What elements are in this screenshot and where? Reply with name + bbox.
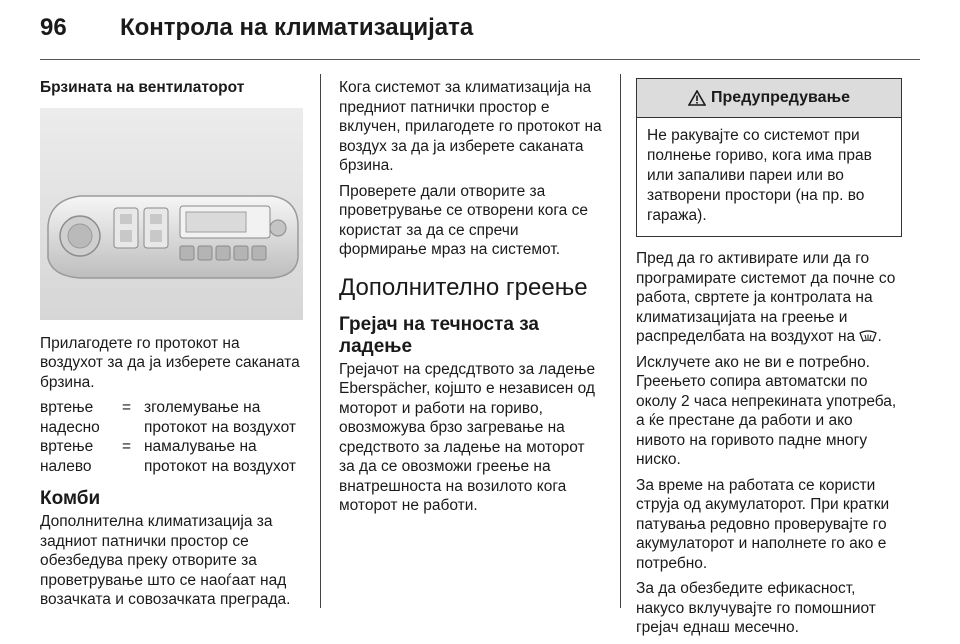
warning-title: Предупредување <box>711 89 850 107</box>
column-divider-1 <box>320 74 321 608</box>
column-3 <box>636 78 902 644</box>
fan-speed-paragraph: Прилагодете го протокот на воздухот за да ја изберете саканата брзина. <box>40 334 300 391</box>
additional-heating-heading: Дополнително греење <box>339 273 588 301</box>
page-header <box>40 14 920 48</box>
warning-triangle-icon <box>688 90 706 106</box>
page-number: 96 <box>40 14 67 41</box>
control-panel-illustration <box>40 108 303 320</box>
definition-row <box>40 437 305 476</box>
activation-paragraph <box>636 249 902 347</box>
battery-paragraph: За време на работата се користи струја од акумулаторот. При кратки патувања редовно проверувајте го акумулаторот и наполнете го ако е потребно. <box>636 476 890 572</box>
windscreen-defrost-icon <box>859 329 877 345</box>
coolant-heater-heading: Грејач на течноста за ладење <box>339 313 539 357</box>
kombi-heading: Комби <box>40 488 101 509</box>
fan-speed-subheading: Брзината на вентилаторот <box>40 79 245 96</box>
definition-equals: = <box>122 399 132 416</box>
definition-description: намалување на протокот на воздухот <box>144 438 296 475</box>
coolant-heater-paragraph: Грејачот на средсдтвото за ладење Eberspächer, којшто е независен од моторот и работи на гориво, овозможува брзо загревање на средството за ладење на моторот за да се овозможи греење на внатрешноста на возилото кога моторот не работи. <box>339 360 596 514</box>
fan-direction-table <box>40 398 305 476</box>
definition-term: вртење налево <box>40 438 94 475</box>
header-rule <box>40 59 920 60</box>
column-divider-2 <box>620 74 621 608</box>
column-2 <box>339 78 604 522</box>
control-panel-photo <box>40 108 303 320</box>
column-1 <box>40 78 305 616</box>
definition-row <box>40 398 305 437</box>
switch-off-paragraph: Исклучете ако не ви е потребно. Греењето сопира автоматски по околу 2 часа непрекината употреба, а ќе престане да работи и ако нивото на горивото падне многу ниско. <box>636 353 897 468</box>
chapter-title: Контрола на климатизацијата <box>120 14 474 41</box>
activation-end: . <box>877 328 882 345</box>
efficiency-paragraph: За да обезбедите ефикасност, накусо вклучувајте го помошниот грејач еднаш месечно. <box>636 580 876 636</box>
vents-check-paragraph: Проверете дали отворите за проветрување се отворени кога се користат за да се спречи формирање мраз на системот. <box>339 182 588 258</box>
kombi-paragraph: Дополнителна климатизација за задниот патнички простор се обезбедува преку отворите за проветрување што се наоѓаат над возачката и совозачката преграда. <box>40 513 291 608</box>
warning-box <box>636 78 902 237</box>
front-ac-paragraph: Кога системот за климатизација на предниот патнички простор е вклучен, прилагодете го протокот на воздух за да ја изберете саканата брзина. <box>339 79 602 174</box>
warning-text: Не ракувајте со системот при полнење гориво, кога има прав или запаливи пареи или во затворени простори (на пр. во гаража). <box>647 127 872 224</box>
definition-equals: = <box>122 438 132 455</box>
activation-text: Пред да го активирате или да го програмирате системот да почне со работа, свртете ја контролата на климатизацијата на греење и распределбата на воздухот на <box>636 250 896 345</box>
warning-header <box>637 79 901 118</box>
definition-description: зголемување на протокот на воздухот <box>144 399 296 436</box>
definition-term: вртење надесно <box>40 399 100 436</box>
